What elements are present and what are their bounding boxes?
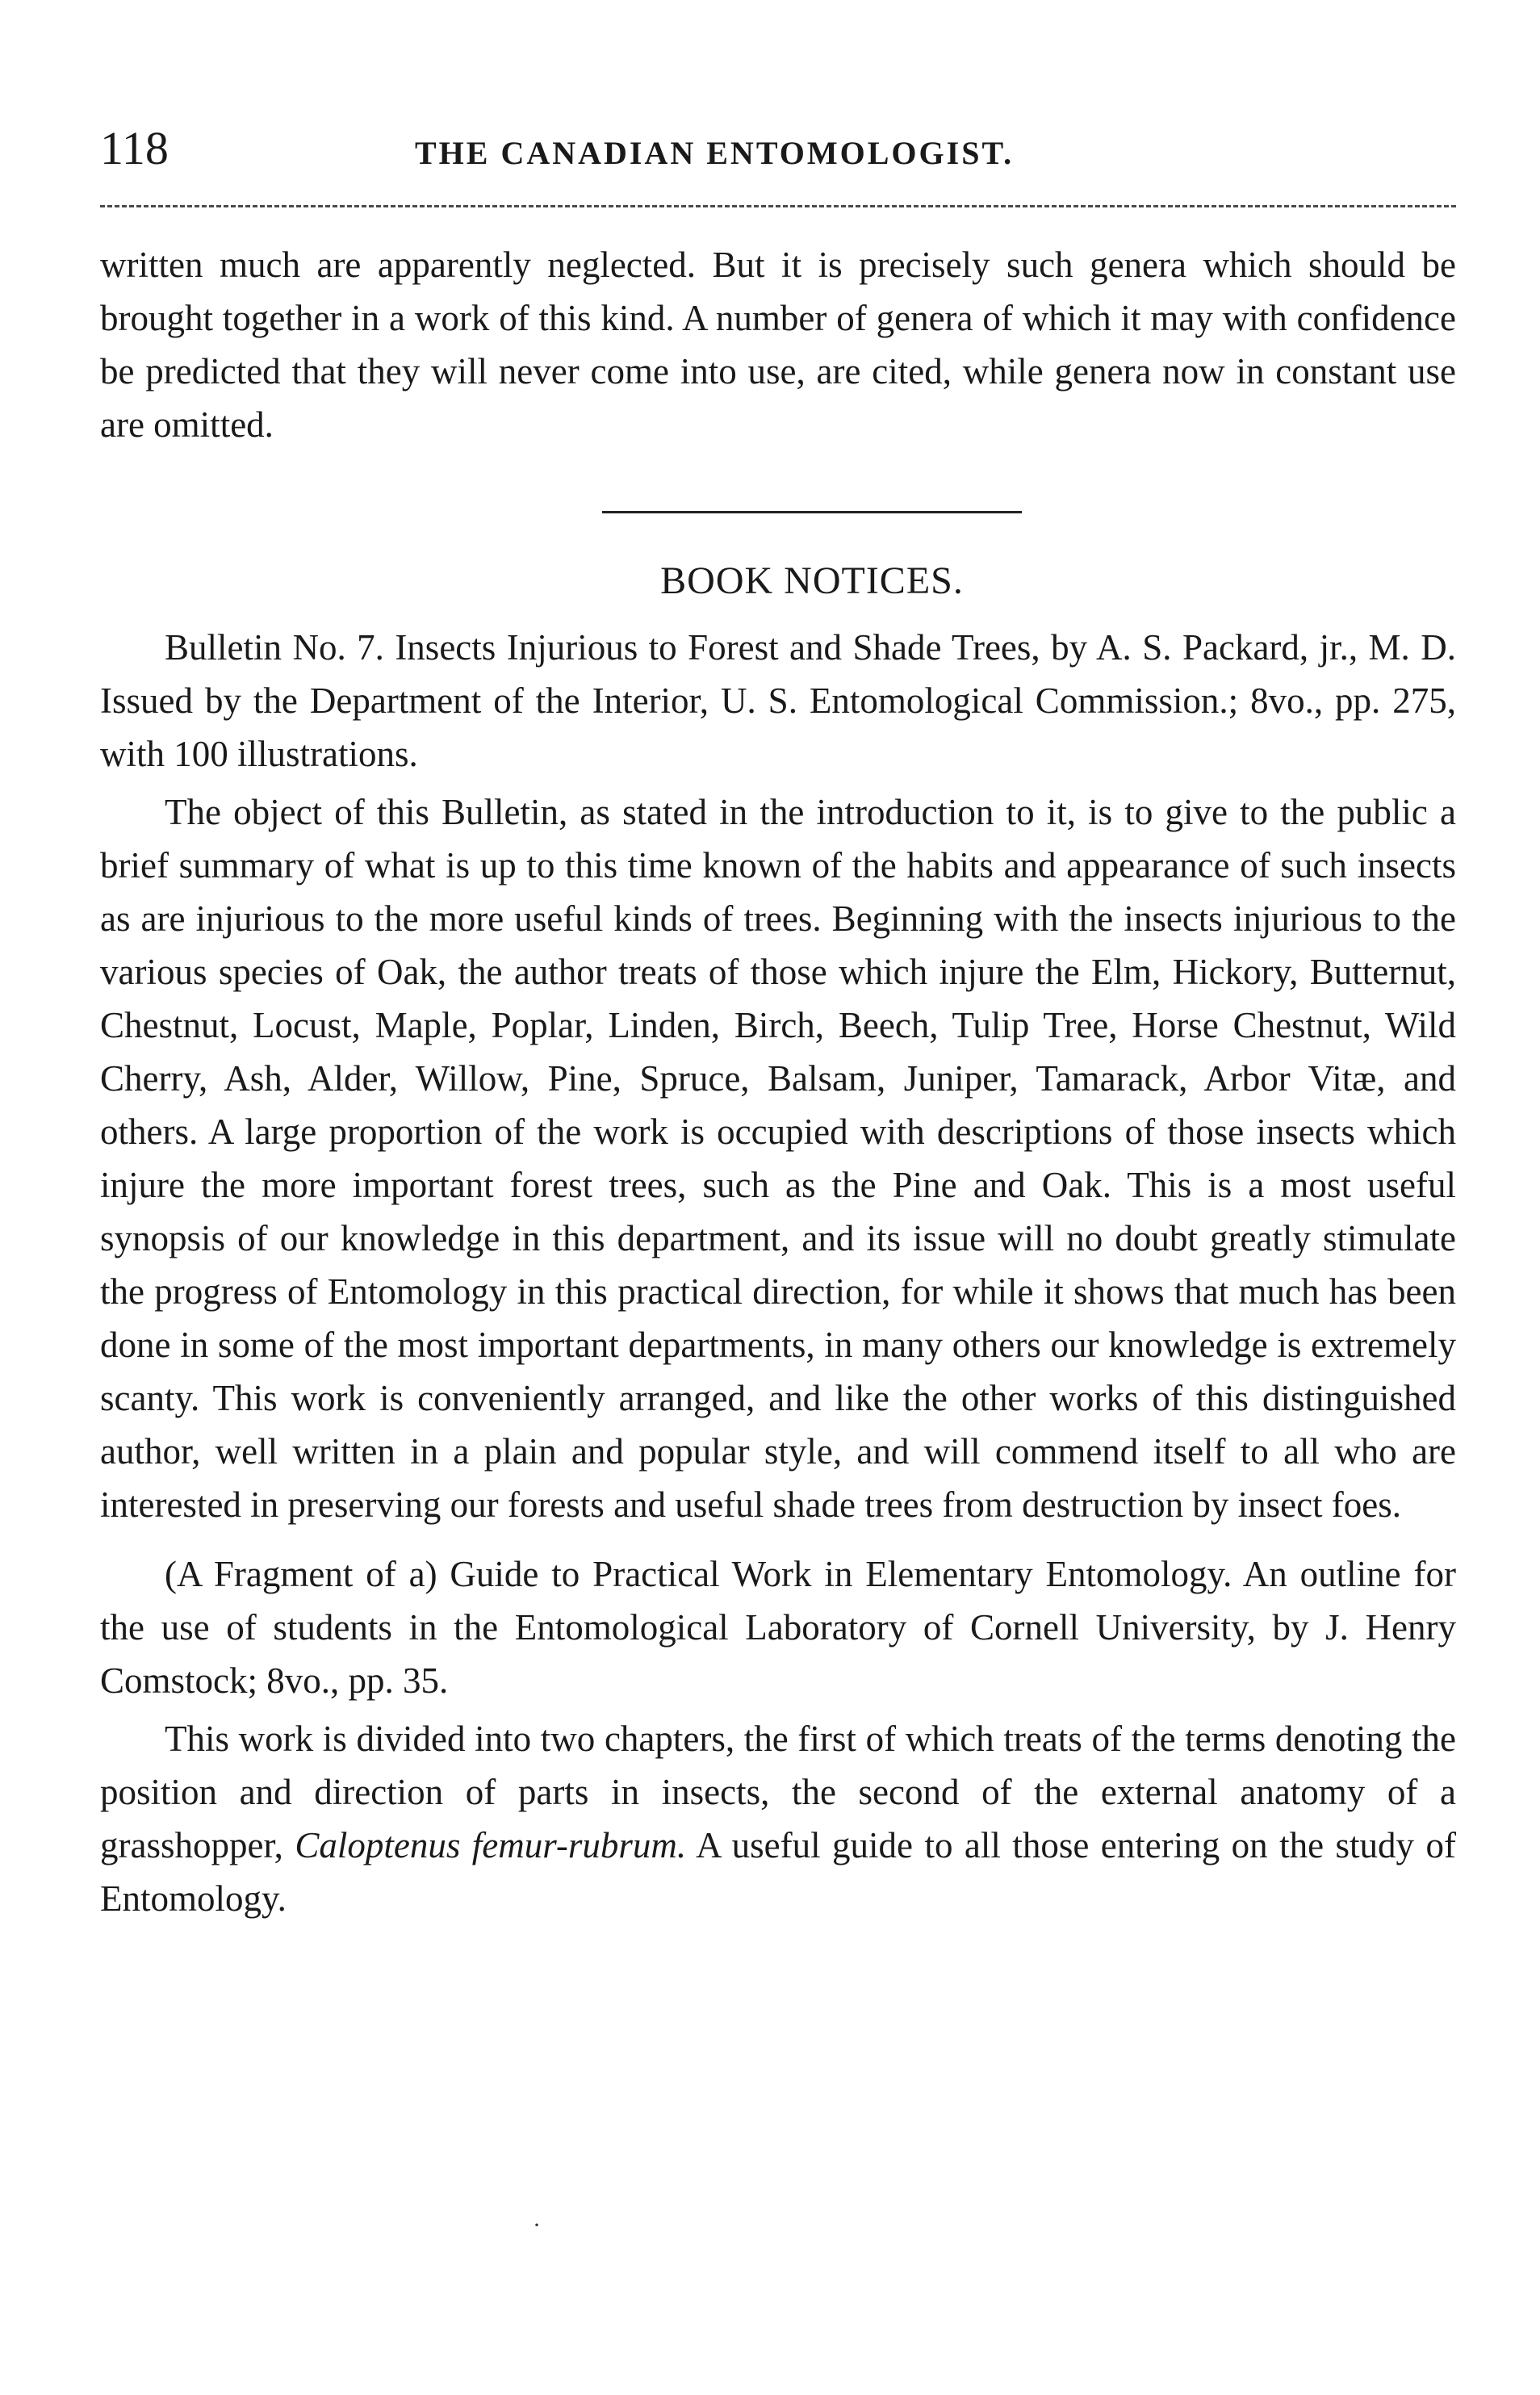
notice-1-review: The object of this Bulletin, as stated in the introduction to it, is to give to the public a brief summary of what is up to this time known of the habits and appearance of such insects as are injurious to the more useful kinds of trees. Beginning with the insects injurious to the various species of Oak, the author treats of those which injure the Elm, Hickory, Butternut, Chestnut, Locust, Maple, Poplar, Linden, Birch, Beech, Tulip Tree, Horse Chestnut, Wild Cherry, Ash, Alder, Willow, Pine, Spruce, Balsam, Juniper, Tamarack, Arbor Vitæ, and others. A large proportion of the work is occupied with descriptions of those insects which injure the more important forest trees, such as the Pine and Oak. This is a most useful synopsis of our knowledge in this department, and its issue will no doubt greatly stimulate the progress of Entomology in this practical direction, for while it shows that much has been done in some of the most important departments, in many others our knowledge is extremely scanty. This work is conveniently arranged, and like the other works of this distinguished author, well written in a plain and popular style, and will commend itself to all who are interested in preserving our forests and useful shade trees from destruction by insect foes. xyxy=(100,792,1456,1525)
notice-1-citation: Bulletin No. 7. Insects Injurious to Forest and Shade Trees, by A. S. Packard, jr., M. D. Issued by the Department of the Interior, U. S. Entomological Commission.; 8vo., pp. 275, with 100 illustrations. xyxy=(100,627,1456,774)
notice-2-citation: (A Fragment of a) Guide to Practical Work in Elementary Entomology. An outline for the use of students in the Entomological Laboratory of Cornell University, by J. Henry Comstock; 8vo., pp. 35. xyxy=(100,1554,1456,1701)
continuation-paragraph: written much are apparently neglected. But it is precisely such genera which should be brought together in a work of this kind. A number of genera of which it may with confidence be predicted that they will never come into use, are cited, while genera now in constant use are omitted. xyxy=(100,245,1456,445)
bottom-mark: · xyxy=(533,2212,541,2238)
header-rule xyxy=(100,205,1456,207)
notice-2-review-end: A useful guide to all those entering on the study of Entomology. xyxy=(100,1825,1456,1919)
section-divider xyxy=(602,511,1022,513)
notice-2-review xyxy=(100,1712,1456,1925)
page-number: 118 xyxy=(100,122,169,174)
section-heading: BOOK NOTICES. xyxy=(660,559,964,602)
running-title: THE CANADIAN ENTOMOLOGIST. xyxy=(415,135,1015,171)
page-header xyxy=(100,121,1456,178)
species-name: Caloptenus femur-rubrum. xyxy=(295,1825,687,1865)
notice-2-review-text: This work is divided into two chapters, the first of which treats of the terms denoting the position and direction of parts in insects, the second of the external anatomy of a grasshopper, xyxy=(100,1719,1456,1865)
page xyxy=(100,121,1456,1925)
